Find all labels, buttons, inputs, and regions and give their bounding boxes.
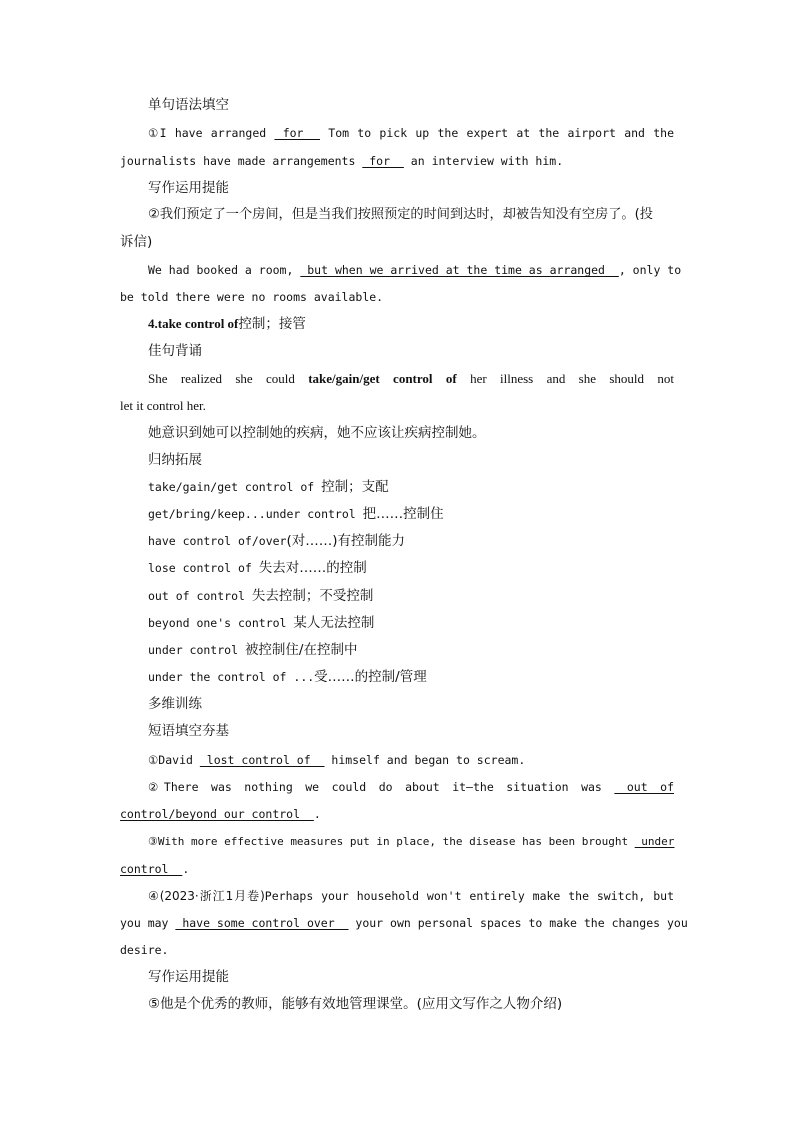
expansion-item: under control 被控制住/在控制中 (148, 642, 358, 658)
section-heading-grammar-fill: 单句语法填空 (148, 97, 229, 113)
expansion-item: get/bring/keep...under control 把……控制住 (148, 506, 444, 522)
answer-blank: but when we arrived at the time as arranged (300, 263, 619, 277)
expansion-item: lose control of 失去对……的控制 (148, 560, 367, 576)
q2-prompt-cont: 诉信) (120, 234, 153, 250)
answer-blank: lost control of (199, 753, 325, 767)
p2-line-1: ②There was nothing we could do about it—the situation was out of (148, 780, 674, 794)
p1-line: ①David lost control of himself and began to scream. (148, 753, 526, 767)
answer-blank: control (120, 862, 183, 876)
expansion-item: under the control of ...受……的控制/管理 (148, 669, 427, 685)
expansion-item: take/gain/get control of 控制；支配 (148, 479, 389, 495)
example-translation: 她意识到她可以控制她的疾病，她不应该让疾病控制她。 (148, 425, 486, 441)
section-heading-good-sentence: 佳句背诵 (148, 343, 202, 359)
p4-line-2: you may have some control over your own personal spaces to make the changes you (120, 916, 688, 930)
answer-blank: for (362, 154, 404, 168)
answer-blank: for (274, 126, 321, 140)
p3-line-2: control . (120, 862, 190, 876)
section-heading-practice: 多维训练 (148, 696, 202, 712)
expansion-item: have control of/over(对……)有控制能力 (148, 533, 406, 549)
p5-prompt: ⑤他是个优秀的教师，能够有效地管理课堂。(应用文写作之人物介绍) (148, 996, 563, 1012)
answer-blank: out of (614, 780, 674, 794)
section-heading-writing: 写作运用提能 (148, 180, 229, 196)
q2-answer-line-1: We had booked a room, but when we arrived at the time as arranged , only to (148, 263, 682, 277)
phrase-heading: 4.take control of控制；接管 (148, 316, 306, 332)
expansion-item: beyond one's control 某人无法控制 (148, 615, 375, 631)
answer-blank: have some control over (175, 916, 349, 930)
p2-line-2: control/beyond our control . (120, 807, 321, 821)
q2-prompt: ②我们预定了一个房间，但是当我们按照预定的时间到达时，却被告知没有空房了。(投 (148, 207, 653, 222)
section-heading-writing-2: 写作运用提能 (148, 969, 229, 985)
section-heading-summary: 归纳拓展 (148, 452, 202, 468)
p4-line-1: ④(2023·浙江1月卷)Perhaps your household won't entirely make the switch, but (148, 889, 674, 903)
p3-line-1: ③With more effective measures put in place, the disease has been brought under (148, 835, 675, 848)
q1-line-2: journalists have made arrangements for an interview with him. (120, 154, 564, 168)
section-heading-phrase-fill: 短语填空夯基 (148, 723, 229, 739)
example-line-1: She realized she could take/gain/get control of her illness and she should not (148, 371, 674, 386)
answer-blank: under (634, 835, 675, 848)
example-line-2: let it control her. (120, 398, 206, 413)
answer-blank: control/beyond our control (120, 807, 314, 821)
expansion-item: out of control 失去控制；不受控制 (148, 588, 374, 604)
p4-line-3: desire. (120, 943, 169, 957)
q2-answer-line-2: be told there were no rooms available. (120, 290, 384, 304)
q1-line-1: ①I have arranged for Tom to pick up the expert at the airport and the (148, 126, 674, 140)
